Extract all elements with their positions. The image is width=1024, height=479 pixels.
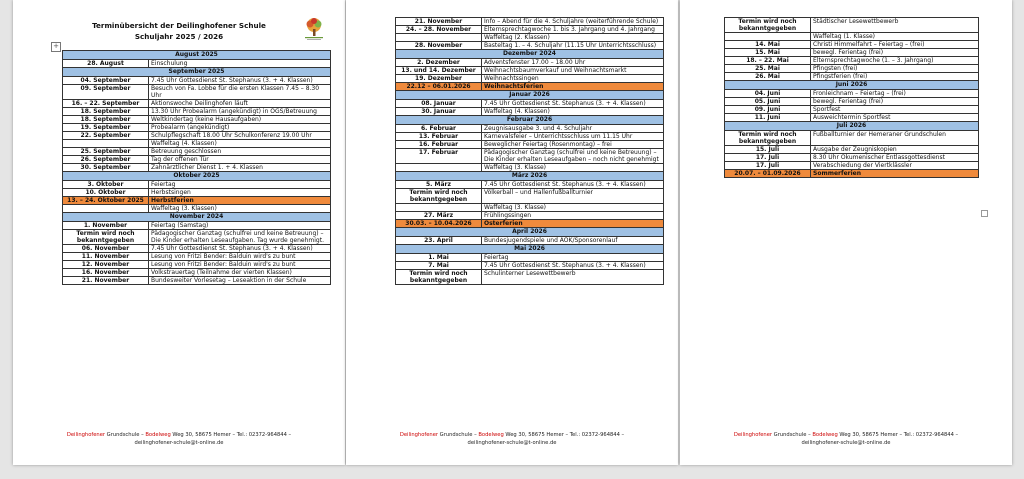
event-date[interactable]: 17. Juli <box>725 154 811 162</box>
event-date[interactable] <box>63 140 149 148</box>
event-date[interactable]: 30.03. – 10.04.2026 <box>396 220 482 228</box>
event-row <box>725 90 979 98</box>
schedule-table <box>724 17 979 178</box>
event-description[interactable]: Weihnachtsferien <box>482 83 664 91</box>
event-row <box>63 108 331 116</box>
event-description[interactable]: Info – Abend für die 4. Schuljahre (weiterführende Schule) <box>482 18 664 26</box>
event-date[interactable]: 12. November <box>63 261 149 269</box>
event-description[interactable]: Tag der offenen Tür <box>149 156 331 164</box>
holiday-row <box>725 170 979 178</box>
event-row <box>725 106 979 114</box>
event-date[interactable]: 22.12 – 06.01.2026 <box>396 83 482 91</box>
month-label: November 2024 <box>63 213 331 222</box>
event-date[interactable]: 18. September <box>63 108 149 116</box>
event-description[interactable]: Pädagogischer Ganztag (schulfrei und keine Betreuung) – Die Kinder erhalten Leseaufgaben – noch nicht genehmigt <box>482 149 664 164</box>
event-date[interactable]: Termin wird noch bekanntgegeben <box>725 131 811 146</box>
event-description[interactable]: 13.30 Uhr Probealarm (angekündigt) in OGS/Betreuung <box>149 108 331 116</box>
event-date[interactable]: 30. September <box>63 164 149 172</box>
event-description[interactable]: Feiertag <box>149 181 331 189</box>
event-row <box>725 154 979 162</box>
event-description[interactable]: Lesung von Fritzi Bender: Balduin wird's zu bunt <box>149 261 331 269</box>
event-row <box>725 57 979 65</box>
month-label: August 2025 <box>63 51 331 60</box>
event-date[interactable]: 19. Dezember <box>396 75 482 83</box>
event-row <box>725 65 979 73</box>
event-row <box>63 148 331 156</box>
event-row <box>725 131 979 146</box>
event-row <box>725 18 979 33</box>
event-date[interactable] <box>396 164 482 172</box>
event-row <box>725 98 979 106</box>
month-header-row <box>63 68 331 77</box>
event-date[interactable]: 28. November <box>396 42 482 50</box>
event-description[interactable]: Probealarm (angekündigt) <box>149 124 331 132</box>
event-row <box>396 254 664 262</box>
event-description[interactable]: Bundesweiter Vorlesetag – Leseaktion in der Schule <box>149 277 331 285</box>
document-page-3 <box>680 0 1012 465</box>
event-date[interactable]: 21. November <box>63 277 149 285</box>
event-date[interactable]: 08. Januar <box>396 100 482 108</box>
event-row <box>63 132 331 140</box>
month-header-row <box>396 91 664 100</box>
event-date[interactable]: 20.07. – 01.09.2026 <box>725 170 811 178</box>
event-description[interactable]: Feiertag (Samstag) <box>149 222 331 230</box>
event-description[interactable]: 7.45 Uhr Gottesdienst St. Stephanus (3. + 4. Klassen) <box>482 262 664 270</box>
event-row <box>396 262 664 270</box>
event-date[interactable]: 1. November <box>63 222 149 230</box>
event-description[interactable]: Waffeltag (4. Klassen) <box>149 140 331 148</box>
event-row <box>725 162 979 170</box>
event-description[interactable]: Waffeltag (1. Klasse) <box>811 33 979 41</box>
month-label: Februar 2026 <box>396 116 664 125</box>
event-date[interactable]: 23. April <box>396 237 482 245</box>
month-label: September 2025 <box>63 68 331 77</box>
event-row <box>63 100 331 108</box>
event-row <box>63 230 331 245</box>
event-date[interactable]: 13. und 14. Dezember <box>396 67 482 75</box>
event-description[interactable]: Beweglicher Feiertag (Rosenmontag) – frei <box>482 141 664 149</box>
event-description[interactable]: Zeugnisausgabe 3. und 4. Schuljahr <box>482 125 664 133</box>
event-description[interactable]: Waffeltag (3. Klasse) <box>482 164 664 172</box>
event-row <box>396 108 664 116</box>
event-date[interactable]: 28. August <box>63 60 149 68</box>
event-date[interactable]: 15. Juli <box>725 146 811 154</box>
event-description[interactable]: Weihnachtssingen <box>482 75 664 83</box>
event-row <box>396 18 664 26</box>
event-description[interactable]: Waffeltag (3. Klasse) <box>482 204 664 212</box>
event-date[interactable]: 5. März <box>396 181 482 189</box>
event-row <box>63 156 331 164</box>
event-description[interactable]: Weltkindertag (keine Hausaufgaben) <box>149 116 331 124</box>
event-row <box>63 85 331 100</box>
event-date[interactable] <box>396 34 482 42</box>
event-row <box>725 114 979 122</box>
month-header-row <box>725 122 979 131</box>
event-row <box>63 269 331 277</box>
event-date[interactable]: 11. Juni <box>725 114 811 122</box>
event-description[interactable]: Ausgabe der Zeugniskopien <box>811 146 979 154</box>
event-date[interactable]: Termin wird noch bekanntgegeben <box>396 270 482 285</box>
event-description[interactable]: Zahnärztlicher Dienst 1. + 4. Klassen <box>149 164 331 172</box>
holiday-row <box>63 197 331 205</box>
event-date[interactable]: 16. – 22. September <box>63 100 149 108</box>
event-date[interactable]: 04. Juni <box>725 90 811 98</box>
event-row <box>725 49 979 57</box>
event-date[interactable]: 22. September <box>63 132 149 140</box>
event-row <box>396 141 664 149</box>
event-date[interactable]: 24. – 28. November <box>396 26 482 34</box>
event-description[interactable]: Aktionswoche Deilinghofen läuft <box>149 100 331 108</box>
month-label: März 2026 <box>396 172 664 181</box>
document-title: Terminübersicht der Deilinghofener Schule <box>92 21 266 30</box>
event-row <box>63 124 331 132</box>
event-row <box>63 245 331 253</box>
event-description[interactable]: Fußballturnier der Hemeraner Grundschulen <box>811 131 979 146</box>
event-date[interactable]: 30. Januar <box>396 108 482 116</box>
event-row <box>63 140 331 148</box>
event-description[interactable]: Schulpflegschaft 18.00 Uhr Schulkonferenz 19.00 Uhr <box>149 132 331 140</box>
event-row <box>396 189 664 204</box>
event-description[interactable]: Waffeltag (3. Klassen) <box>149 205 331 213</box>
event-description[interactable]: Städtischer Lesewettbewerb <box>811 18 979 33</box>
event-date[interactable]: 17. Juli <box>725 162 811 170</box>
event-description[interactable]: Verabschiedung der Viertklässler <box>811 162 979 170</box>
end-of-document-marker <box>981 210 988 217</box>
event-description[interactable]: Elternsprechtagwoche (1. – 3. Jahrgang) <box>811 57 979 65</box>
page-footer: Deilinghofener Grundschule – Bodelweg Weg 30, 58675 Hemer – Tel.: 02372-964844 – deilinghofener-schule@t-online.de <box>399 432 625 446</box>
event-description[interactable]: Pfingsten (frei) <box>811 65 979 73</box>
month-header-row <box>396 245 664 254</box>
event-row <box>396 125 664 133</box>
event-date[interactable] <box>396 204 482 212</box>
event-row <box>396 75 664 83</box>
event-row <box>63 205 331 213</box>
event-row <box>396 42 664 50</box>
event-date[interactable]: 26. Mai <box>725 73 811 81</box>
holiday-row <box>396 83 664 91</box>
holiday-row <box>396 220 664 228</box>
event-date[interactable]: 09. September <box>63 85 149 100</box>
event-date[interactable]: 17. Februar <box>396 149 482 164</box>
event-date[interactable]: 25. September <box>63 148 149 156</box>
event-date[interactable] <box>725 33 811 41</box>
month-header-row <box>396 116 664 125</box>
event-description[interactable]: 7.45 Uhr Gottesdienst St. Stephanus (3. + 4. Klassen) <box>149 245 331 253</box>
event-description[interactable]: Bundesjugendspiele und AOK/Sponsorenlauf <box>482 237 664 245</box>
event-row <box>396 270 664 285</box>
document-subtitle: Schuljahr 2025 / 2026 <box>134 32 224 41</box>
event-date[interactable]: 19. September <box>63 124 149 132</box>
event-date[interactable]: 13. Februar <box>396 133 482 141</box>
event-description[interactable]: Osterferien <box>482 220 664 228</box>
event-date[interactable]: 2. Dezember <box>396 59 482 67</box>
month-header-row <box>396 172 664 181</box>
event-date[interactable]: Termin wird noch bekanntgegeben <box>725 18 811 33</box>
event-description[interactable]: Volkstrauertag (Teilnahme der vierten Klassen) <box>149 269 331 277</box>
event-date[interactable]: 3. Oktober <box>63 181 149 189</box>
event-date[interactable]: 26. September <box>63 156 149 164</box>
event-row <box>396 100 664 108</box>
event-date[interactable]: 21. November <box>396 18 482 26</box>
event-description[interactable]: Fronleichnam – Feiertag – (frei) <box>811 90 979 98</box>
event-date[interactable]: 06. November <box>63 245 149 253</box>
schedule-table <box>62 50 331 285</box>
event-description[interactable]: 7.45 Uhr Gottesdienst St. Stephanus (3. + 4. Klassen) <box>482 100 664 108</box>
event-date[interactable]: 13. – 24. Oktober 2025 <box>63 197 149 205</box>
event-row <box>396 67 664 75</box>
event-row <box>725 73 979 81</box>
event-row <box>396 237 664 245</box>
event-row <box>63 222 331 230</box>
event-description[interactable]: Frühlingssingen <box>482 212 664 220</box>
event-row <box>396 34 664 42</box>
event-description[interactable]: Besuch von Fa. Lobbe für die ersten Klassen 7.45 – 8.30 Uhr <box>149 85 331 100</box>
event-description[interactable]: bewegl. Ferientag (frei) <box>811 49 979 57</box>
page-footer: Deilinghofener Grundschule – Bodelweg Weg 30, 58675 Hemer – Tel.: 02372-964844 – deilinghofener-schule@t-online.de <box>733 432 959 446</box>
event-description[interactable]: Waffeltag (2. Klassen) <box>482 34 664 42</box>
event-row <box>396 181 664 189</box>
event-date[interactable]: 11. November <box>63 253 149 261</box>
month-label: Juni 2026 <box>725 81 979 90</box>
event-description[interactable]: Feiertag <box>482 254 664 262</box>
event-row <box>396 164 664 172</box>
event-description[interactable]: Weihnachtsbaumverkauf und Weihnachtsmarkt <box>482 67 664 75</box>
event-description[interactable]: Herbstsingen <box>149 189 331 197</box>
event-date[interactable]: Termin wird noch bekanntgegeben <box>63 230 149 245</box>
event-row <box>396 212 664 220</box>
event-description[interactable]: Sommerferien <box>811 170 979 178</box>
event-date[interactable]: 10. Oktober <box>63 189 149 197</box>
event-description[interactable]: Christi Himmelfahrt – Feiertag – (frei) <box>811 41 979 49</box>
event-date[interactable]: 18. September <box>63 116 149 124</box>
event-description[interactable]: Herbstferien <box>149 197 331 205</box>
event-description[interactable]: Basteltag 1. – 4. Schuljahr (11.15 Uhr Unterrichtsschluss) <box>482 42 664 50</box>
event-description[interactable]: Ausweichtermin Sportfest <box>811 114 979 122</box>
month-header-row <box>63 172 331 181</box>
school-logo-tree-icon <box>303 17 325 41</box>
event-description[interactable]: Pädagogischer Ganztag (schulfrei und keine Betreuung) – Die Kinder erhalten Leseaufgaben. Tag wurde genehmigt. <box>149 230 331 245</box>
event-row <box>63 189 331 197</box>
event-description[interactable]: 8.30 Uhr Ökumenischer Entlassgottesdienst <box>811 154 979 162</box>
event-description[interactable]: Völkerball – und Hallenfußballturnier <box>482 189 664 204</box>
event-row <box>63 116 331 124</box>
document-page-1 <box>13 0 345 465</box>
event-date[interactable]: 6. Februar <box>396 125 482 133</box>
event-row <box>63 277 331 285</box>
event-row <box>63 77 331 85</box>
event-row <box>63 253 331 261</box>
month-label: April 2026 <box>396 228 664 237</box>
month-header-row <box>63 51 331 60</box>
event-date[interactable]: 16. November <box>63 269 149 277</box>
event-row <box>396 59 664 67</box>
event-row <box>725 146 979 154</box>
month-label: Januar 2026 <box>396 91 664 100</box>
month-label: Mai 2026 <box>396 245 664 254</box>
event-date[interactable]: 15. Mai <box>725 49 811 57</box>
event-date[interactable]: 14. Mai <box>725 41 811 49</box>
event-description[interactable]: Pfingstferien (frei) <box>811 73 979 81</box>
event-description[interactable]: Waffeltag (4. Klassen) <box>482 108 664 116</box>
table-move-handle-icon[interactable]: + <box>51 42 61 52</box>
event-row <box>63 181 331 189</box>
event-date[interactable]: 25. Mai <box>725 65 811 73</box>
event-description[interactable]: 7.45 Uhr Gottesdienst St. Stephanus (3. + 4. Klassen) <box>482 181 664 189</box>
event-row <box>725 33 979 41</box>
event-date[interactable]: 7. Mai <box>396 262 482 270</box>
month-header-row <box>725 81 979 90</box>
event-row <box>396 133 664 141</box>
event-description[interactable]: Karnevalsfeier – Unterrichtsschluss um 11.15 Uhr <box>482 133 664 141</box>
event-date[interactable]: 05. Juni <box>725 98 811 106</box>
event-description[interactable]: bewegl. Ferientag (frei) <box>811 98 979 106</box>
event-date[interactable]: 1. Mai <box>396 254 482 262</box>
event-row <box>396 204 664 212</box>
page-footer: Deilinghofener Grundschule – Bodelweg Weg 30, 58675 Hemer – Tel.: 02372-964844 – deilinghofener-schule@t-online.de <box>66 432 292 446</box>
event-description[interactable]: Betreuung geschlossen <box>149 148 331 156</box>
month-header-row <box>396 50 664 59</box>
event-date[interactable]: 04. September <box>63 77 149 85</box>
event-row <box>725 41 979 49</box>
event-description[interactable]: Lesung von Fritzi Bender: Balduin wird's zu bunt <box>149 253 331 261</box>
month-label: Oktober 2025 <box>63 172 331 181</box>
event-date[interactable]: 16. Februar <box>396 141 482 149</box>
month-label: Juli 2026 <box>725 122 979 131</box>
event-description[interactable]: Sportfest <box>811 106 979 114</box>
month-header-row <box>396 228 664 237</box>
document-page-2 <box>346 0 678 465</box>
event-description[interactable]: Adventsfenster 17.00 – 18.00 Uhr <box>482 59 664 67</box>
event-date[interactable]: 09. Juni <box>725 106 811 114</box>
event-row <box>396 149 664 164</box>
event-date[interactable]: 27. März <box>396 212 482 220</box>
event-date[interactable]: Termin wird noch bekanntgegeben <box>396 189 482 204</box>
event-description[interactable]: Schulinterner Lesewettbewerb <box>482 270 664 285</box>
event-date[interactable]: 18. – 22. Mai <box>725 57 811 65</box>
month-label: Dezember 2024 <box>396 50 664 59</box>
event-description[interactable]: 7.45 Uhr Gottesdienst St. Stephanus (3. + 4. Klassen) <box>149 77 331 85</box>
event-description[interactable]: Elternsprechtagwoche 1. bis 3. Jahrgang und 4. Jahrgang <box>482 26 664 34</box>
month-header-row <box>63 213 331 222</box>
event-row <box>63 261 331 269</box>
event-row <box>396 26 664 34</box>
event-date[interactable] <box>63 205 149 213</box>
event-row <box>63 60 331 68</box>
event-description[interactable]: Einschulung <box>149 60 331 68</box>
event-row <box>63 164 331 172</box>
schedule-table <box>395 17 664 285</box>
